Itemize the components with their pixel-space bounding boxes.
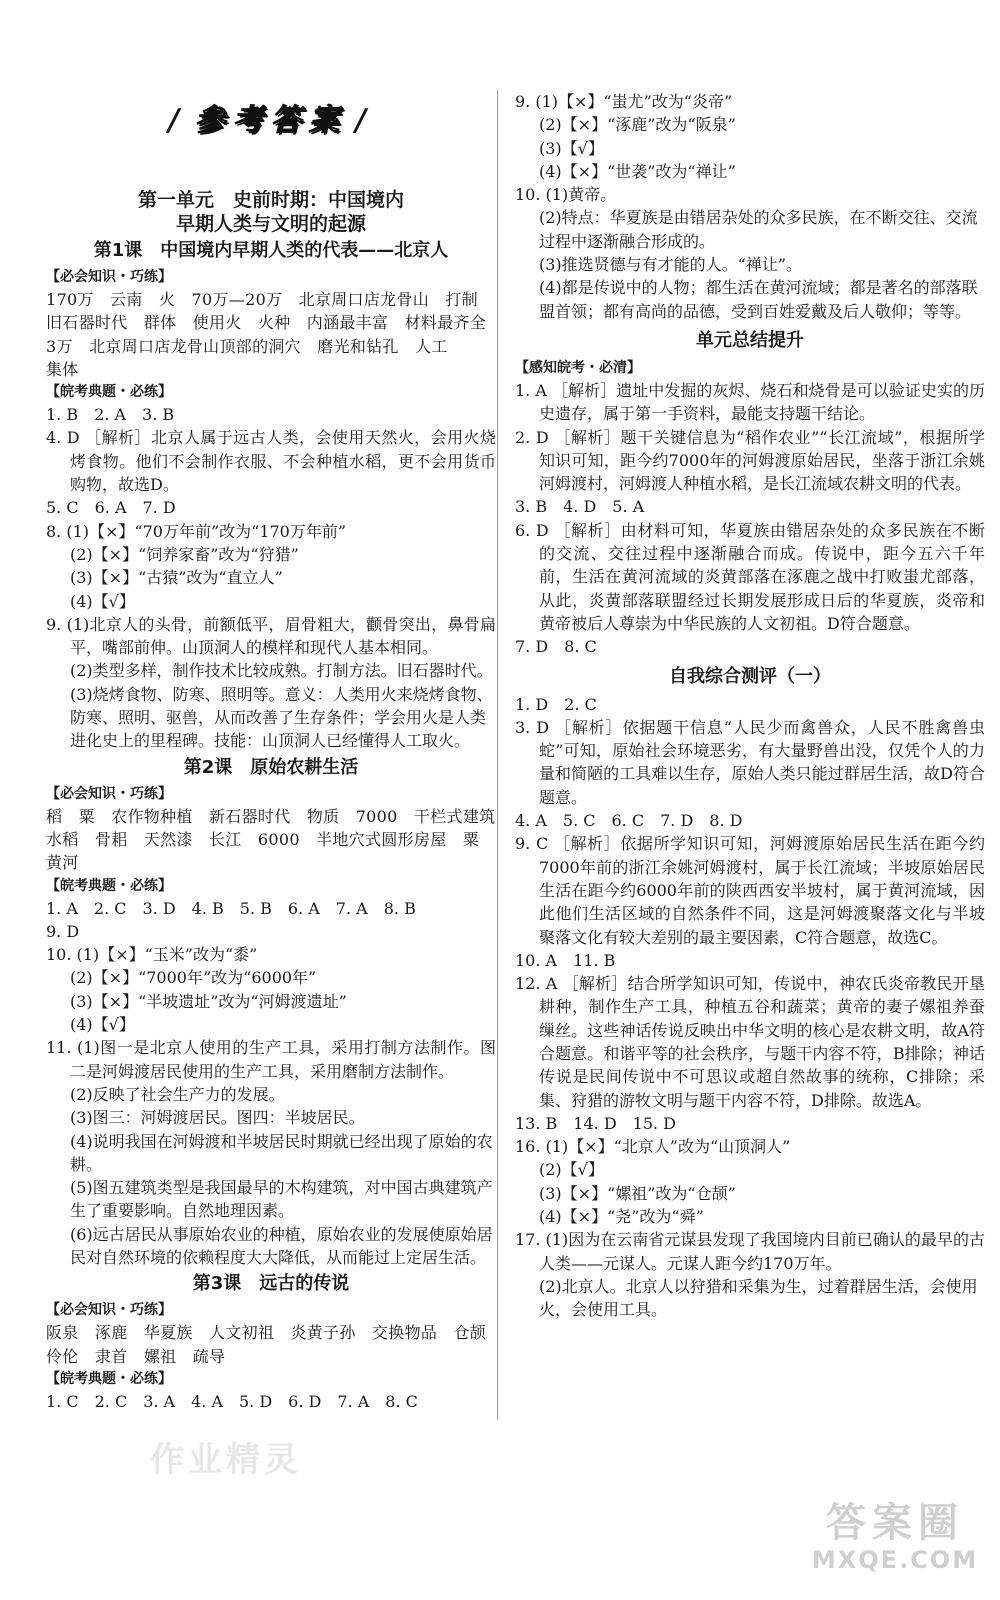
answer-subitem: (5)图五建筑类型是我国最早的木构建筑，对中国古典建筑产生了重要影响。自然地理因素。: [70, 1178, 493, 1221]
answer-item: 11. (1)图一是北京人使用的生产工具，采用打制方法制作。图二是河姆渡居民使用的生产工具，采用磨制方法制作。: [46, 1038, 496, 1081]
answer-item: 10. (1)【×】“玉米”改为“黍”: [46, 945, 258, 965]
answer-item: 10. (1)黄帝。: [515, 185, 617, 205]
answer-item: 3. B 4. D 5. A: [515, 497, 645, 517]
watermark-logo: [805, 1500, 985, 1574]
know-line: 3万 北京周口店龙骨山顶部的洞穴 磨光和钻孔 人工: [46, 336, 448, 356]
answer-item: 10. A 11. B: [515, 950, 616, 970]
know-line: 170万 云南 火 70万—20万 北京周口店龙骨山 打制: [46, 290, 478, 309]
answer-subitem: (3)【×】“古猿”改为“直立人”: [70, 568, 283, 588]
answer-subitem: (4)【×】“尧”改为“舜”: [539, 1207, 704, 1227]
watermark-logo-url: MXQE.COM: [811, 1546, 979, 1574]
lesson1-title: 第1课 中国境内早期人类的代表——北京人: [93, 240, 449, 261]
answer-item: 5. C 6. A 7. D: [46, 498, 176, 518]
banner-title: 参考答案: [195, 103, 347, 139]
know-line: 集体: [46, 359, 79, 379]
answer-item: 4. A 5. C 6. C 7. D 8. D: [515, 811, 743, 831]
know-line: 水稻 骨耜 天然漆 长江 6000 半地穴式圆形房屋 粟: [46, 829, 480, 849]
answer-item: 6. D ［解析］由材料可知，华夏族由错居杂处的众多民族在不断的交流、交往过程中逐渐融合而成。传说中，距今五六千年前，生活在黄河流域的炎黄部落在涿鹿之战中打败蚩尤部落，从此，炎黄部落联盟经过长期发展形成日后的华夏族，炎帝和黄帝被后人尊崇为中华民族的人文初祖。D符合题意。: [515, 520, 985, 633]
answer-item: 4. D ［解析］北京人属于远古人类，会使用天然火，会用火烧烤食物。他们不会制作衣服、不会种植水稻，更不会用货币购物，故选D。: [46, 428, 496, 495]
banner-slash-right: /: [355, 103, 374, 139]
answer-subitem: (3)图三：河姆渡居民。图四：半坡居民。: [70, 1108, 365, 1128]
answer-item: 1. A 2. C 3. D 4. B 5. B 6. A 7. A 8. B: [46, 898, 416, 918]
answer-item: 1. C 2. C 3. A 4. A 5. D 6. D 7. A 8. C: [46, 1391, 418, 1411]
answer-item: 1. A ［解析］遗址中发掘的灰烬、烧石和烧骨是可以验证史实的历史遗存，属于第一手资料，最能支持题干结论。: [515, 380, 985, 424]
answer-item: 2. D ［解析］题干关键信息为“稻作农业”“长江流域”，根据所学知识可知，距今约7000年的河姆渡原始居民，坐落于浙江余姚河姆渡村，河姆渡人种植水稻，是长江流域农耕文明的代表。: [515, 427, 985, 494]
answer-subitem: (3)推选贤德与有才能的人。“禅让”。: [539, 255, 803, 275]
test-title: 自我综合测评（一）: [669, 665, 831, 687]
lesson3-title: 第3课 远古的传说: [192, 1273, 350, 1295]
answer-subitem: (6)远古居民从事原始农业的种植，原始农业的发展使原始居民对自然环境的依赖程度大大降低，从而能过上定居生活。: [70, 1224, 493, 1267]
lesson1-know-block: [46, 288, 496, 381]
answer-subitem: (2)【×】“7000年”改为“6000年”: [70, 968, 317, 988]
answer-item: 3. D ［解析］依据题干信息“人民少而禽兽众，人民不胜禽兽虫蛇”可知，原始社会环境恶劣，有大量野兽出没，仅凭个人的力量和简陋的工具难以生存，原始人类只能过群居生活，故D符合题意。: [515, 717, 985, 807]
lesson2-title: 第2课 原始农耕生活: [183, 756, 359, 778]
answer-subitem: (2)特点：华夏族是由错居杂处的众多民族，在不断交往、交流过程中逐渐融合形成的。: [539, 208, 978, 251]
answer-subitem: (2)反映了社会生产力的发展。: [70, 1084, 285, 1104]
know-line: 阪泉 涿鹿 华夏族 人文初祖 炎黄子孙 交换物品 仓颉: [46, 1323, 487, 1343]
watermark-left: 作业精灵: [150, 1440, 302, 1480]
answer-subitem: (2)【√】: [539, 1160, 604, 1180]
unit-title-line2: 早期人类与文明的起源: [175, 213, 366, 235]
answer-item: 9. C ［解析］依据所学知识可知，河姆渡原始居民生活在距今约7000年前的浙江余姚河姆渡村，属于长江流域；半坡原始居民生活在距今约6000年前的陕西西安半坡村，属于黄河流域，因此他们生活区域的自然条件不同，这是河姆渡聚落文化与半坡聚落文化有较大差别的最主要因素，C符合题意，故选C。: [515, 834, 985, 947]
summary-title: 单元总结提升: [696, 329, 804, 351]
lesson2-know-label: 【必会知识・巧练】: [46, 785, 172, 802]
answer-item: 9. (1)北京人的头骨，前额低平，眉骨粗大，颧骨突出，鼻骨扁平，嘴部前伸。山顶洞人的模样和现代人基本相同。: [46, 614, 496, 658]
answer-subitem: (2)【×】“涿鹿”改为“阪泉”: [539, 115, 736, 135]
answer-item: 8. (1)【×】“70万年前”改为“170万年前”: [46, 521, 347, 541]
answer-subitem: (4)【√】: [70, 1015, 135, 1035]
answer-banner: [46, 90, 496, 152]
answer-item: 16. (1)【×】“北京人”改为“山顶洞人”: [515, 1137, 791, 1157]
know-line: 稻 粟 农作物种植 新石器时代 物质 7000 干栏式建筑: [46, 806, 496, 826]
lesson3-exam-label: 【皖考典题・必练】: [46, 1370, 172, 1387]
know-line: 伶伦 隶首 嫘祖 疏导: [46, 1346, 226, 1366]
answer-subitem: (4)【√】: [70, 591, 135, 611]
answer-subitem: (2)类型多样，制作技术比较成熟。打制方法。旧石器时代。: [70, 661, 493, 681]
answer-item: 9. (1)【×】“蚩尤”改为“炎帝”: [515, 92, 733, 111]
know-line: 黄河: [46, 853, 79, 873]
answer-item: 9. D: [46, 921, 80, 941]
watermark-logo-text: 答案圈: [826, 1500, 964, 1546]
answer-item: 7. D 8. C: [515, 637, 597, 657]
answer-item: 12. A ［解析］结合所学知识可知，传说中，神农氏炎帝教民开垦耕种，制作生产工具，种植五谷和蔬菜；黄帝的妻子嫘祖养蚕缫丝。这些神话传说反映出中华文明的核心是农耕文明，故A符合题意。和谐平等的社会秩序，与题干内容不符，B排除；神话传说是民间传说中不可思议或超自然故事的统称，C排除；采集、狩猎的游牧文明与题干内容不符，D排除。故选A。: [515, 974, 985, 1110]
answer-item: 13. B 14. D 15. D: [515, 1113, 677, 1133]
right-column: [515, 90, 985, 1322]
answer-subitem: (2)【×】“饲养家畜”改为“狩猎”: [70, 544, 299, 564]
answer-subitem: (3)【×】“嫘祖”改为“仓颉”: [539, 1183, 736, 1203]
lesson2-exam-label: 【皖考典题・必练】: [46, 877, 172, 894]
lesson1-know-label: 【必会知识・巧练】: [46, 269, 172, 285]
lesson1-exam-label: 【皖考典题・必练】: [46, 384, 172, 401]
summary-label: 【感知皖考・必清】: [515, 359, 641, 376]
banner-slash-left: /: [168, 103, 187, 139]
answer-subitem: (3)【×】“半坡遗址”改为“河姆渡遗址”: [70, 991, 347, 1011]
answer-subitem: (2)北京人。北京人以狩猎和采集为生，过着群居生活，会使用火，会使用工具。: [539, 1276, 978, 1320]
column-divider: [497, 90, 498, 1420]
lesson3-know-label: 【必会知识・巧练】: [46, 1302, 172, 1319]
answer-item: 17. (1)因为在云南省元谋县发现了我国境内目前已确认的最早的古人类——元谋人。元谋人距今约170万年。: [515, 1230, 985, 1273]
know-line: 旧石器时代 群体 使用火 火种 内涵最丰富 材料最齐全: [46, 313, 487, 333]
answer-subitem: (3)【√】: [539, 138, 604, 158]
answer-subitem: (4)说明我国在河姆渡和半坡居民时期就已经出现了原始的农耕。: [70, 1131, 493, 1174]
answer-subitem: (4)【×】“世袭”改为“禅让”: [539, 161, 736, 181]
answer-item: 1. B 2. A 3. B: [46, 405, 175, 425]
answer-subitem: (3)烧烤食物、防寒、照明等。意义：人类用火来烧烤食物、防寒、照明、驱兽，从而改善了生存条件；学会用火是人类进化史上的里程碑。技能：山顶洞人已经懂得人工取火。: [70, 684, 493, 751]
unit-title-line1: 第一单元 史前时期：中国境内: [137, 189, 404, 211]
answer-item: 1. D 2. C: [515, 694, 597, 714]
answer-subitem: (4)都是传说中的人物；都生活在黄河流域；都是著名的部落联盟首领；都有高尚的品德，受到百姓爱戴及后人敬仰；等等。: [539, 278, 978, 321]
left-column: [46, 90, 496, 1413]
